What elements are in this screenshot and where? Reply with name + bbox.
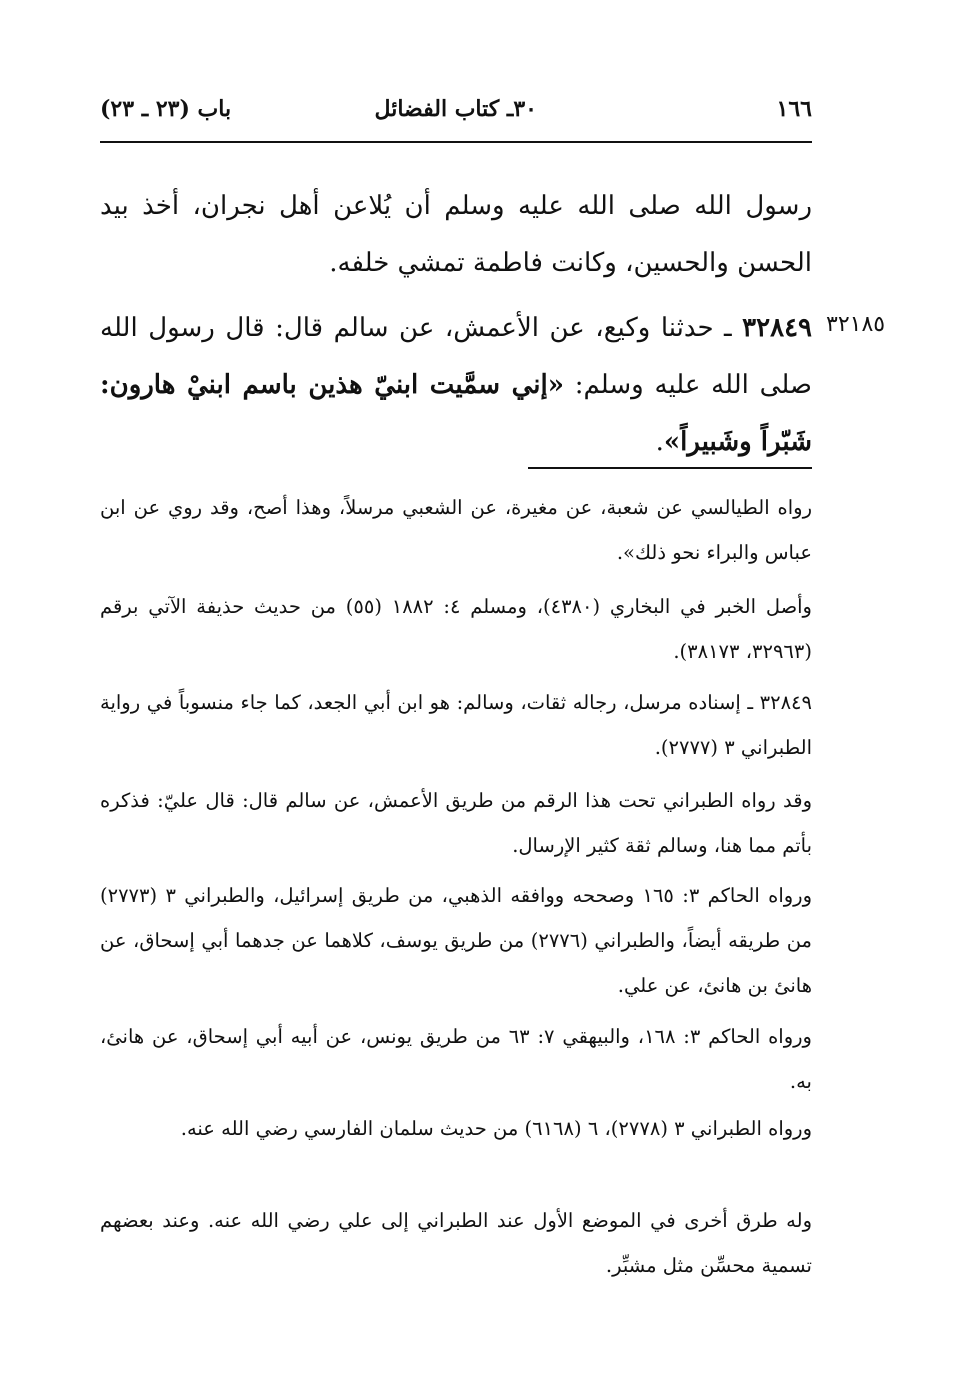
footnote-paragraph: وأصل الخبر في البخاري (٤٣٨٠)، ومسلم ٤: ١٨٨٢ (٥٥) من حديث حذيفة الآتي برقم (٣٢٩٦٣، ٣٨١٧٣). bbox=[100, 595, 812, 663]
footnote-paragraph: وله طرق أخرى في الموضع الأول عند الطبراني إلى علي رضي الله عنه. وعند بعضهم تسمية محسِّن مثل مشبِّر. bbox=[100, 1209, 812, 1277]
header-rule bbox=[100, 141, 812, 143]
footnote-paragraph: ورواه الحاكم ٣: ١٦٥ وصححه ووافقه الذهبي، من طريق إسرائيل، والطبراني ٣ (٢٧٧٣) من طريقه أيضاً، والطبراني (٢٧٧٦) من طريق يوسف، كلاهما عن جدهما أبي إسحاق، عن هانئ بن هانئ، عن علي. bbox=[100, 884, 812, 997]
footnote-paragraph: رواه الطيالسي عن شعبة، عن مغيرة، عن الشعبي مرسلاً، وهذا أصح، وقد روي عن ابن عباس والبراء نحو ذلك». bbox=[100, 496, 812, 564]
page-number: ١٦٦ bbox=[776, 96, 812, 122]
footnote-paragraph: ٣٢٨٤٩ ـ إسناده مرسل، رجاله ثقات، وسالم: هو ابن أبي الجعد، كما جاء منسوباً في رواية الطبراني ٣ (٢٧٧٧). bbox=[100, 691, 812, 759]
footnote-paragraph: وقد رواه الطبراني تحت هذا الرقم من طريق الأعمش، عن سالم قال: قال عليّ: فذكره بأتم مما هنا، وسالم ثقة كثير الإرسال. bbox=[100, 789, 812, 857]
footnote-rule bbox=[528, 467, 812, 469]
hadith-quote: «إني سمَّيت ابنيّ هذين باسم ابنيْ هارون: شَبّراً وشَبيراً» bbox=[100, 370, 812, 457]
footnote-paragraph: ورواه الحاكم ٣: ١٦٨، والبيهقي ٧: ٦٣ من طريق يونس، عن أبيه أبي إسحاق، عن هانئ، به. bbox=[100, 1025, 812, 1093]
margin-reference-number: ٣٢١٨٥ bbox=[826, 312, 886, 337]
hadith-number: ٣٢٨٤٩ bbox=[742, 313, 812, 343]
hadith-end: . bbox=[655, 427, 664, 457]
hadith-paragraph bbox=[100, 300, 812, 471]
chapter-label: باب (٢٣ ـ ٢٣) bbox=[100, 96, 232, 122]
continuation-paragraph: رسول الله صلى الله عليه وسلم أن يُلاعن أهل نجران، أخذ بيد الحسن والحسين، وكانت فاطمة تمشي خلفه. bbox=[100, 191, 812, 278]
book-title: ٣٠ـ كتاب الفضائل bbox=[374, 96, 537, 122]
running-header bbox=[100, 92, 812, 132]
footnote-paragraph: ورواه الطبراني ٣ (٢٧٧٨)، ٦ (٦١٦٨) من حديث سلمان الفارسي رضي الله عنه. bbox=[180, 1117, 812, 1140]
hadith-isnad: ـ حدثنا وكيع، عن الأعمش، عن سالم قال: قال رسول الله صلى الله عليه وسلم: bbox=[100, 313, 813, 400]
